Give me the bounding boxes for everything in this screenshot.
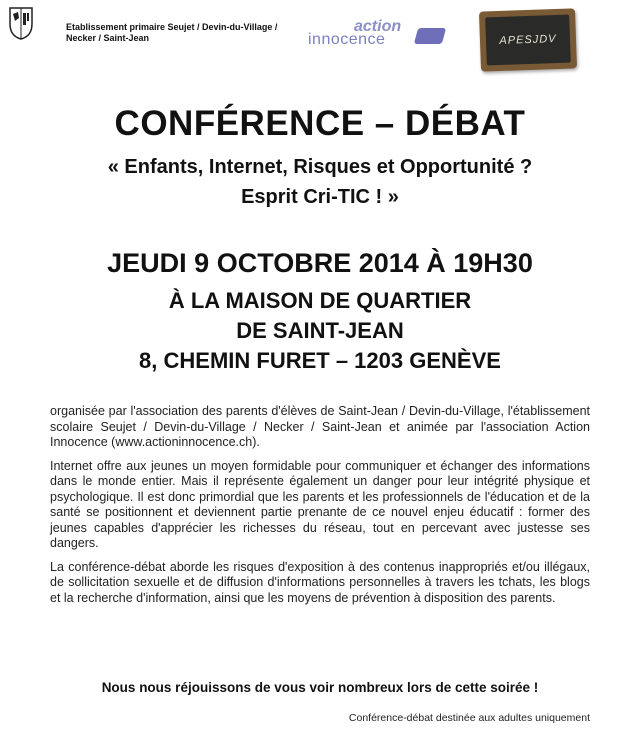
header: [0, 0, 640, 80]
event-place: [0, 286, 640, 376]
body-text: [50, 404, 590, 614]
geneva-crest-icon: [8, 6, 34, 40]
action-innocence-logo: [308, 18, 462, 58]
logo-tag-icon: [414, 28, 446, 44]
paragraph-internet: Internet offre aux jeunes un moyen formidable pour communiquer et échanger des informations dans le monde entier. Mais il représente également un danger pour leur intégrité physique et psychologique. Il est donc primordial que les parents et les professionnels de l'éducation et de la santé se positionnent et deviennent partie prenante de ce nouvel enjeu éducatif : former des jeunes capables d'apprécier les richesses du réseau, tout en percevant avec justesse ses dangers.: [50, 458, 590, 550]
page-title: CONFÉRENCE – DÉBAT: [114, 104, 526, 143]
subtitle: [0, 152, 640, 212]
paragraph-conference: La conférence-débat aborde les risques d'exposition à des contenus inappropriés et/ou illégaux, de sollicitation sexuelle et de diffusion d'informations personnelles à travers les tchats, les blogs et la recherche d'information, ainsi que les moyens de prévention à disposition des parents.: [50, 559, 590, 605]
event-date: JEUDI 9 OCTOBRE 2014 À 19H30: [107, 248, 533, 278]
logo-action-text: action: [354, 18, 402, 35]
school-name: Etablissement primaire Seujet / Devin-du-Village / Necker / Saint-Jean: [66, 22, 278, 43]
place-line-2: DE SAINT-JEAN: [236, 318, 404, 343]
place-line-1: À LA MAISON DE QUARTIER: [168, 288, 472, 313]
apesjdv-chalkboard-logo: [479, 8, 577, 71]
footnote: Conférence-débat destinée aux adultes uniquement: [348, 712, 590, 724]
closing-line: Nous nous réjouissons de vous voir nombreux lors de cette soirée !: [101, 680, 539, 695]
board-text: APESJDV: [485, 15, 571, 66]
subtitle-line-2: Esprit Cri-TIC ! »: [241, 186, 399, 208]
subtitle-line-1: « Enfants, Internet, Risques et Opportunité ?: [107, 156, 533, 178]
logo-innocence-text: innocence: [308, 31, 386, 48]
paragraph-organizers: organisée par l'association des parents d'élèves de Saint-Jean / Devin-du-Village, l'établissement scolaire Seujet / Devin-du-Village / Necker / Saint-Jean et animée par l'association Action Innocence (www.actioninnocence.ch).: [50, 404, 590, 449]
event-address: 8, CHEMIN FURET – 1203 GENÈVE: [139, 348, 501, 373]
